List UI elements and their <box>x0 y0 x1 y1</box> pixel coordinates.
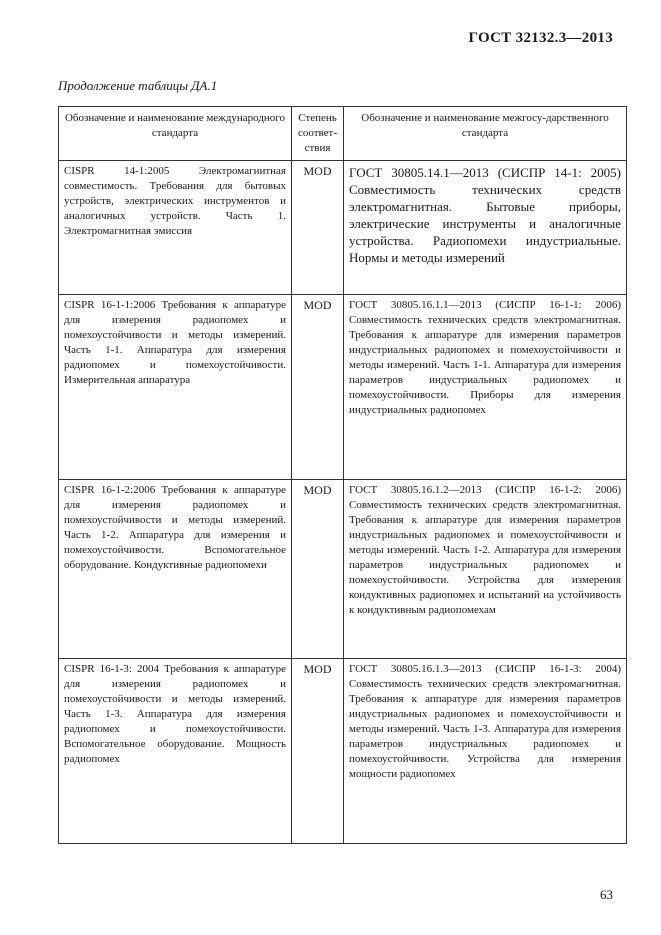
page-number: 63 <box>600 887 613 902</box>
international-standard-cell: CISPR 16-1-2:2006 Требования к аппаратуре для измерения радиопомех и помехоустойчивости и методы измерений. Часть 1-2. Аппаратура для измерения и помехоустойчивости. Вспомогательное оборудование. Кондуктивные радиопомехи <box>59 480 292 659</box>
table-header-row <box>59 107 627 161</box>
international-standard-cell: CISPR 16-1-1:2006 Требования к аппаратуре для измерения радиопомех и помехоустойчивости и методы измерений. Часть 1-1. Аппаратура для измерения радиопомех и помехоустойчивости. Измерительная аппаратура <box>59 295 292 480</box>
column-header-interstate: Обозначение и наименование межгосу-дарственного стандарта <box>344 107 627 161</box>
document-header: ГОСТ 32132.3—2013 <box>468 30 613 46</box>
international-standard-cell: CISPR 14-1:2005 Электромагнитная совместимость. Требования для бытовых устройств, электрических инструментов и аналогичных устройств. Часть 1. Электромагнитная эмиссия <box>59 161 292 295</box>
table-row <box>59 659 627 844</box>
interstate-standard-cell: ГОСТ 30805.16.1.1—2013 (СИСПР 16-1-1: 2006) Совместимость технических средств электромагнитная. Требования к аппаратуре для измерения параметров индустриальных радиопомех и помехоустойчивости и методы измерений. Часть 1-1. Аппаратура для измерения параметров индустриальных радиопомех и помехоустойчивости. Приборы для измерения индустриальных радиопомех <box>344 295 627 480</box>
column-header-degree: Степень соответ-ствия <box>292 107 344 161</box>
table-row <box>59 480 627 659</box>
interstate-standard-cell: ГОСТ 30805.16.1.3—2013 (СИСПР 16-1-3: 2004) Совместимость технических средств электромагнитная. Требования к аппаратуре для измерения параметров индустриальных радиопомех и помехоустойчивости и методы измерений. Часть 1-3. Аппаратура для измерения параметров индустриальных радиопомех и помехоустойчивости. Устройства для измерения мощности радиопомех <box>344 659 627 844</box>
table-row <box>59 161 627 295</box>
table-caption: Продолжение таблицы ДА.1 <box>58 78 218 93</box>
degree-cell: MOD <box>292 659 344 844</box>
interstate-standard-cell: ГОСТ 30805.16.1.2—2013 (СИСПР 16-1-2: 2006) Совместимость технических средств электромагнитная. Требования к аппаратуре для измерения параметров индустриальных радиопомех и помехоустойчивости и методы измерений. Часть 1-2. Аппаратура для измерения параметров индустриальных радиопомех и помехоустойчивости. Устройства для измерения кондуктивных радиопомех и испытаний на устойчивость к кондуктивным радиопомехам <box>344 480 627 659</box>
degree-cell: MOD <box>292 161 344 295</box>
international-standard-cell: CISPR 16-1-3: 2004 Требования к аппаратуре для измерения радиопомех и помехоустойчивости и методы измерений. Часть 1-3. Аппаратура для измерения радиопомех и помехоустойчивости. Вспомогательное оборудование. Мощность радиопомех <box>59 659 292 844</box>
standards-table <box>58 106 627 844</box>
column-header-international: Обозначение и наименование международного стандарта <box>59 107 292 161</box>
interstate-standard-cell: ГОСТ 30805.14.1—2013 (СИСПР 14-1: 2005) Совместимость технических средств электромагнитная. Бытовые приборы, электрические инструменты и аналогичные устройства. Радиопомехи индустриальные. Нормы и методы измерений <box>344 161 627 295</box>
table-row <box>59 295 627 480</box>
degree-cell: MOD <box>292 480 344 659</box>
degree-cell: MOD <box>292 295 344 480</box>
